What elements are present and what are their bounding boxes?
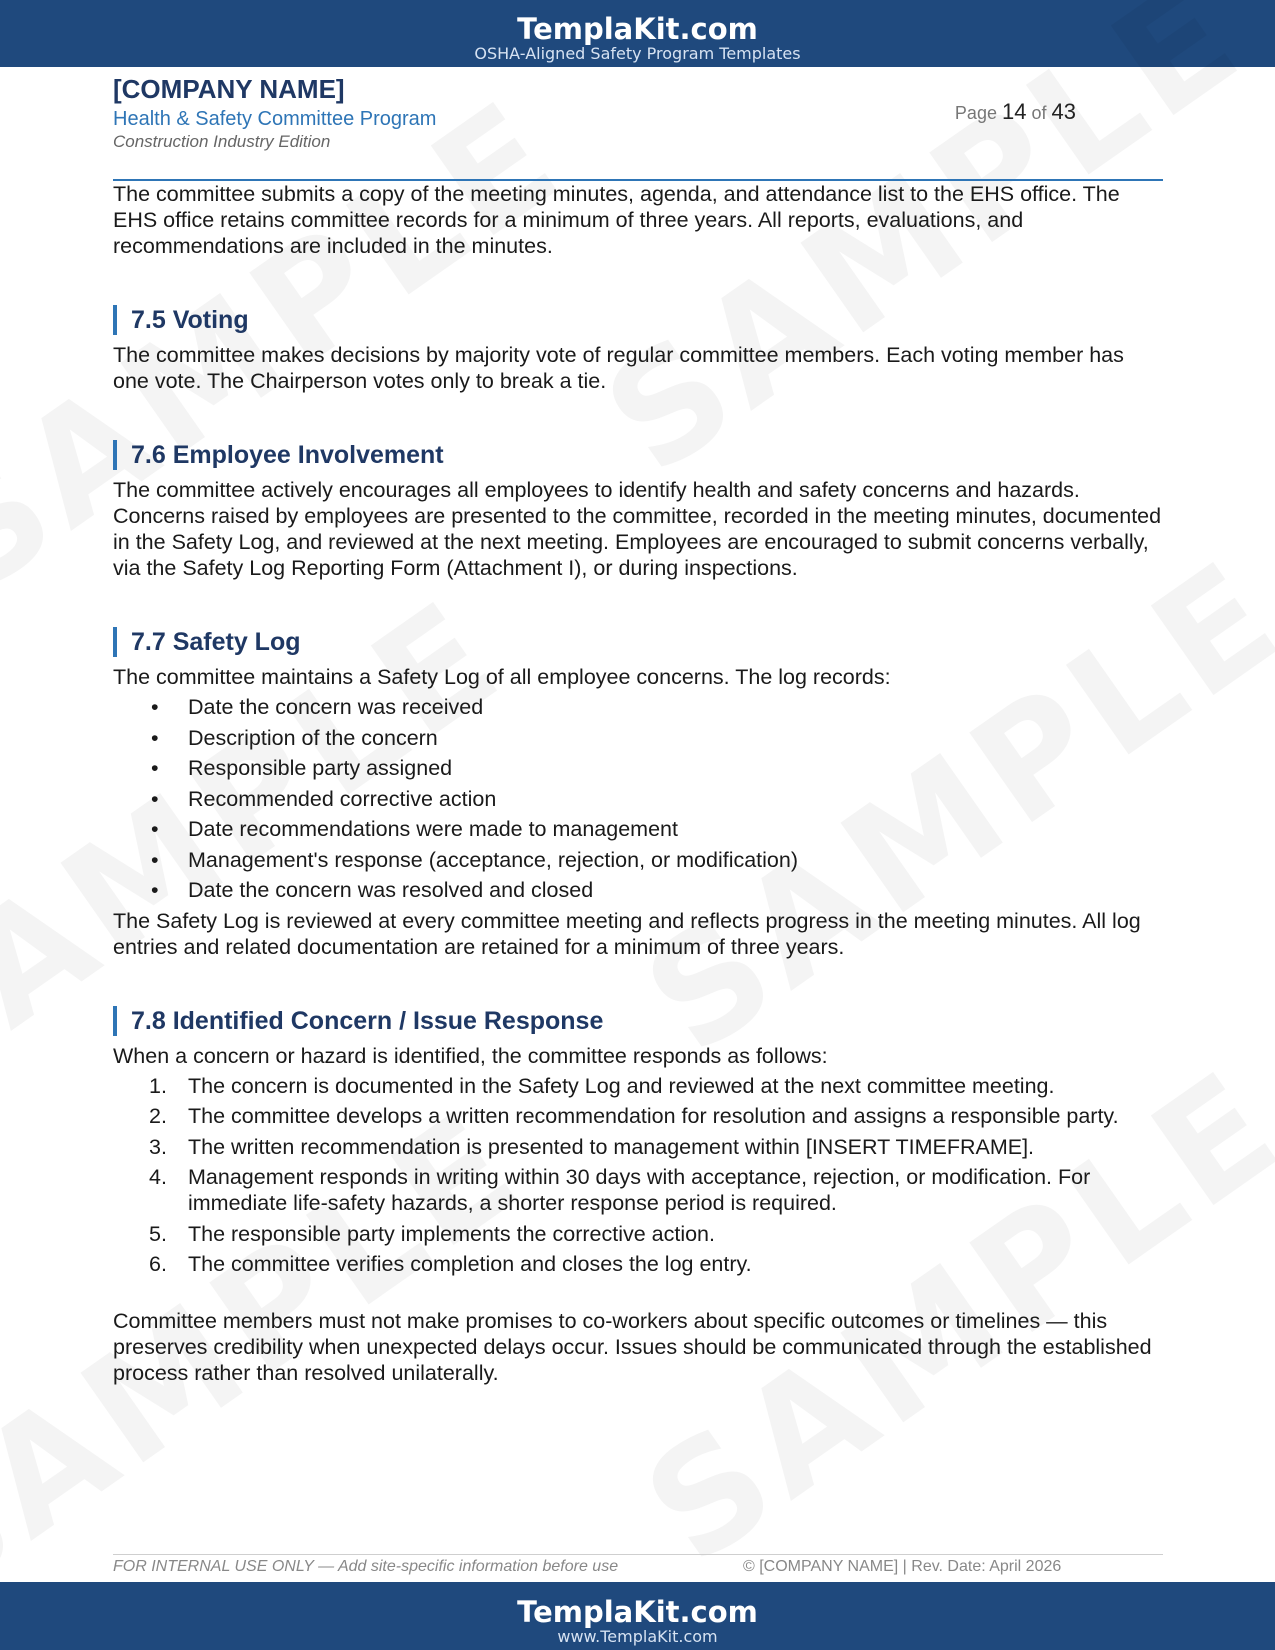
step-text: The responsible party implements the corrective action. [188,1221,715,1246]
list-item [113,847,1165,873]
brand-title: TemplaKit.com [517,12,758,46]
bullet-marker: • [151,695,159,719]
step-number: 6. [149,1252,167,1276]
bullet-marker: • [151,878,159,902]
list-item-text: Date recommendations were made to management [188,817,678,841]
footer-internal-notice: FOR INTERNAL USE ONLY — Add site-specific information before use [113,1558,619,1575]
list-item-text: Date the concern was received [188,695,484,719]
safety-log-outro: The Safety Log is reviewed at every committee meeting and reflects progress in the meeting minutes. All log entries and related documentation are retained for a minimum of three years. [113,908,1141,959]
list-item [113,755,1165,781]
list-item [113,1251,1165,1277]
bullet-marker: • [151,725,159,750]
edition-subtitle: Construction Industry Edition [113,132,331,151]
issue-response-intro: When a concern or hazard is identified, the committee responds as follows: [113,1043,828,1068]
page-word: Page [954,103,997,123]
section-heading-safety-log: 7.7 Safety Log [113,627,1165,657]
bullet-marker: • [151,847,159,872]
section-body-voting: The committee makes decisions by majority vote of regular committee members. Each voting member has one vote. The Chairperson votes only to break a tie. [113,343,1124,393]
document-body [113,181,1165,1386]
list-item-text: Recommended corrective action [188,786,497,811]
section-heading-voting: 7.5 Voting [113,305,1165,335]
list-item-text: Responsible party assigned [188,756,453,780]
list-item [113,786,1165,812]
step-number: 5. [149,1221,167,1246]
list-item [113,1103,1165,1129]
page-total: 43 [1051,99,1076,124]
step-text: The committee develops a written recommendation for resolution and assigns a responsible party. [188,1104,1119,1128]
issue-response-steps [113,1073,1165,1278]
footer-copyright: © [COMPANY NAME] | Rev. Date: April 2026 [743,1558,1062,1575]
section-heading-employee-involvement: 7.6 Employee Involvement [113,440,1165,470]
page-current: 14 [1001,99,1027,124]
list-item [113,725,1165,751]
step-number: 2. [149,1104,167,1128]
step-text: The committee verifies completion and closes the log entry. [188,1252,752,1276]
closing-paragraph: Committee members must not make promises to co-workers about specific outcomes or timelines — this preserves credibility when unexpected delays occur. Issues should be communicated through the established process rather than resolved unilaterally. [113,1309,1152,1385]
step-number: 3. [149,1134,167,1159]
step-number: 1. [149,1073,167,1098]
section-body-employee-involvement: The committee actively encourages all employees to identify health and safety concerns and hazards. Concerns raised by employees are presented to the committee, recorded in the meeting minutes, documented in the Safety Log, and reviewed at the next meeting. Employees are encouraged to submit concerns verbally, via the Safety Log Reporting Form (Attachment I), or during inspections. [113,478,1162,580]
footer-divider [113,1554,1163,1555]
brand-title: TemplaKit.com [517,1595,758,1629]
list-item [113,1164,1165,1216]
page-indicator [955,99,1076,125]
step-text: Management responds in writing within 30 days with acceptance, rejection, or modification. For immediate life-safety hazards, a shorter response period is required. [188,1165,1091,1215]
step-text: The concern is documented in the Safety Log and reviewed at the next committee meeting. [188,1073,1055,1098]
list-item [113,877,1165,903]
step-number: 4. [149,1165,167,1189]
safety-log-bullet-list [113,694,1165,903]
list-item [113,1221,1165,1247]
brand-url[interactable]: www.TemplaKit.com [557,1627,718,1646]
list-item-text: Management's response (acceptance, rejection, or modification) [188,847,798,872]
document-header [113,73,1163,181]
section-heading-issue-response: 7.8 Identified Concern / Issue Response [113,1006,1165,1036]
bullet-marker: • [151,786,159,811]
bullet-marker: • [151,756,159,780]
bullet-marker: • [151,817,159,841]
program-title: Health & Safety Committee Program [113,108,437,130]
bottom-banner [0,1582,1275,1650]
list-item [113,1073,1165,1099]
intro-paragraph: The committee submits a copy of the meeting minutes, agenda, and attendance list to the EHS office. The EHS office retains committee records for a minimum of three years. All reports, evaluations, and recommendations are included in the minutes. [113,182,1120,258]
of-word: of [1031,103,1047,123]
list-item-text: Date the concern was resolved and closed [188,878,594,902]
list-item [113,816,1165,842]
list-item [113,1134,1165,1160]
list-item [113,694,1165,720]
brand-tagline: OSHA-Aligned Safety Program Templates [474,44,801,63]
list-item-text: Description of the concern [188,725,438,750]
top-banner [0,0,1275,67]
safety-log-intro: The committee maintains a Safety Log of all employee concerns. The log records: [113,665,891,689]
step-text: The written recommendation is presented to management within [INSERT TIMEFRAME]. [188,1134,1035,1159]
company-name: [COMPANY NAME] [113,74,345,104]
